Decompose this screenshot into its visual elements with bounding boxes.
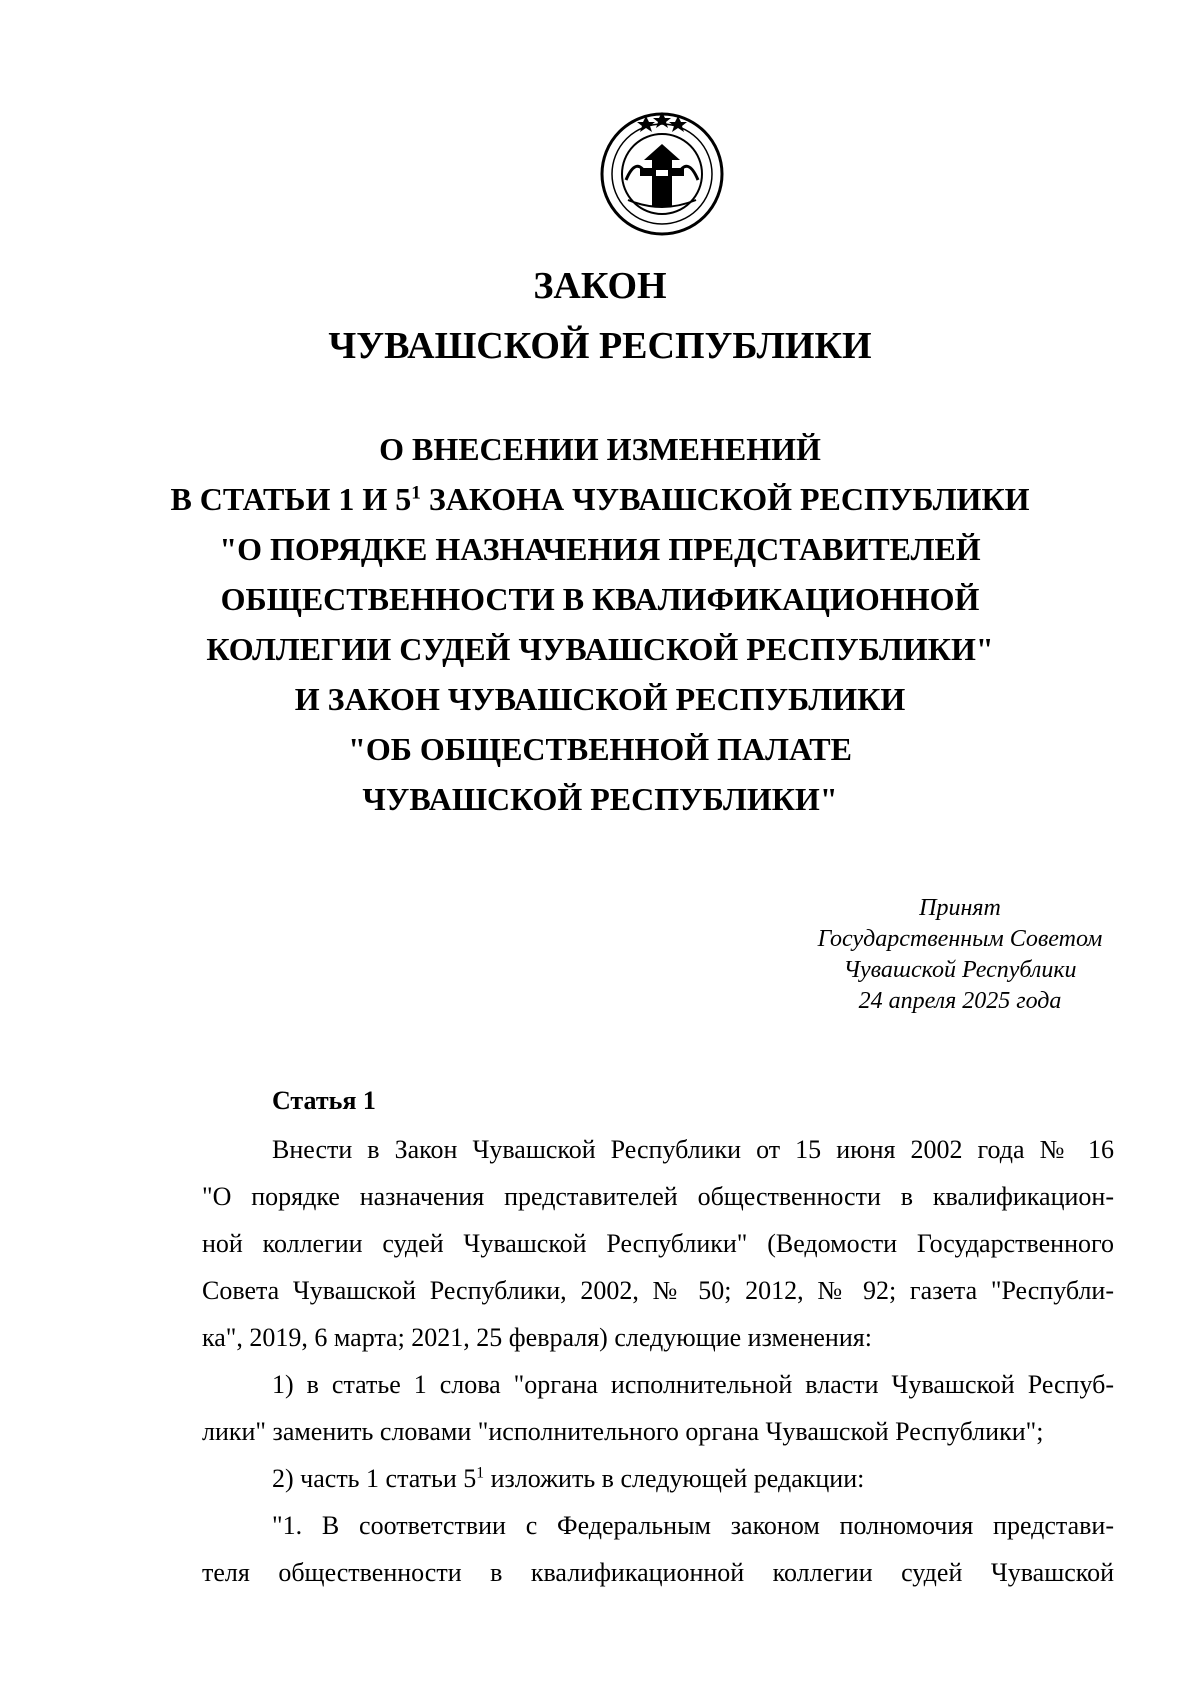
body-line: 1) в статье 1 слова "органа исполнительной власти Чувашской Респуб- (272, 1370, 1114, 1399)
subject-line: И ЗАКОН ЧУВАШСКОЙ РЕСПУБЛИКИ (294, 681, 906, 717)
body-line: теля общественности в квалификационной коллегии судей Чувашской (202, 1558, 1114, 1587)
republic-title: ЧУВАШСКОЙ РЕСПУБЛИКИ (328, 325, 872, 367)
subject-line: КОЛЛЕГИИ СУДЕЙ ЧУВАШСКОЙ РЕСПУБЛИКИ" (206, 631, 994, 667)
adoption-line: Принят (919, 895, 1001, 921)
law-title: ЗАКОН (533, 265, 667, 307)
adoption-date: 24 апреля 2025 года (858, 988, 1062, 1014)
subject-line: О ВНЕСЕНИИ ИЗМЕНЕНИЙ (379, 431, 821, 467)
subject-line: В СТАТЬИ 1 И $5^1$ ЗАКОНА ЧУВАШСКОЙ РЕСПУБЛИКИ (170, 481, 1030, 517)
body-line: лики" заменить словами "исполнительного органа Чувашской Республики"; (202, 1417, 1044, 1446)
subject-line: ЧУВАШСКОЙ РЕСПУБЛИКИ" (362, 781, 838, 817)
chuvash-emblem-seal (598, 110, 726, 238)
subject-line: ОБЩЕСТВЕННОСТИ В КВАЛИФИКАЦИОННОЙ (220, 581, 980, 617)
body-line: "1. В соответствии с Федеральным законом полномочия представи- (272, 1511, 1114, 1540)
adoption-line: Государственным Советом (817, 926, 1103, 952)
law-subject (150, 424, 1050, 824)
article-body (202, 1126, 1114, 1596)
body-line: ка", 2019, 6 марта; 2021, 25 февраля) следующие изменения: (202, 1323, 872, 1352)
subject-line: "ОБ ОБЩЕСТВЕННОЙ ПАЛАТЕ (348, 731, 852, 767)
body-line: ной коллегии судей Чувашской Республики" (Ведомости Государственного (202, 1229, 1114, 1258)
adoption-line: Чувашской Республики (843, 957, 1077, 983)
body-line: Внести в Закон Чувашской Республики от 15 июня 2002 года № 16 (272, 1135, 1114, 1164)
body-line: "О порядке назначения представителей общественности в квалификацион- (202, 1182, 1114, 1211)
subject-line: "О ПОРЯДКЕ НАЗНАЧЕНИЯ ПРЕДСТАВИТЕЛЕЙ (219, 531, 981, 567)
body-line: 2) часть 1 статьи $5^1$ изложить в следующей редакции: (272, 1464, 865, 1493)
adoption-note (760, 893, 1160, 1017)
body-line: Совета Чувашской Республики, 2002, № 50; 2012, № 92; газета "Республи- (202, 1276, 1114, 1305)
article-heading: Статья 1 (272, 1086, 376, 1115)
